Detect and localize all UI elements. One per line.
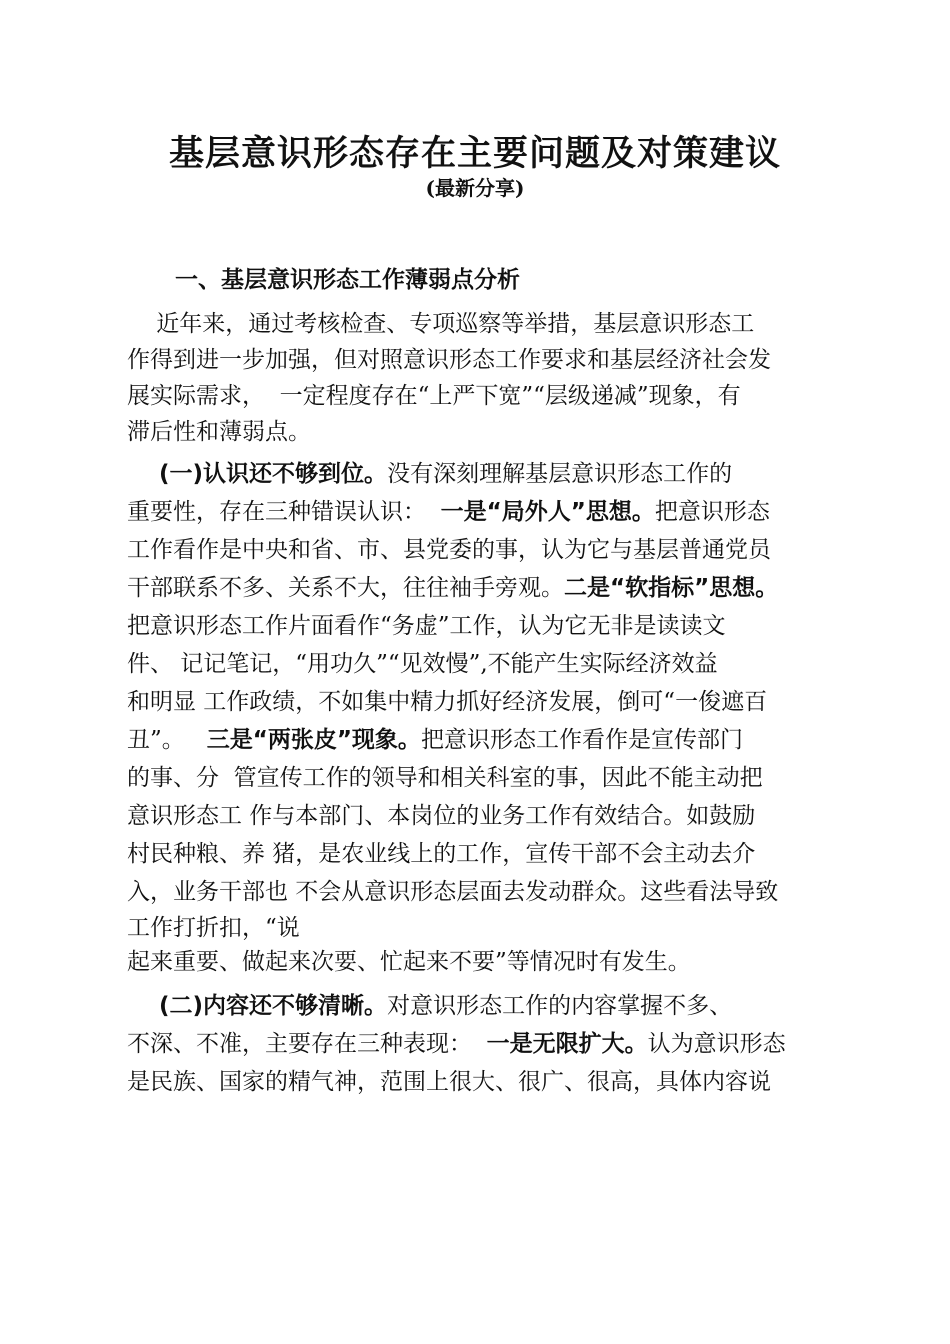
body-line [127, 494, 837, 530]
emphasis-bold: 一是无限扩大。 [486, 1031, 648, 1057]
body-text: 重要性，存在三种错误认识： [127, 499, 441, 525]
body-text: 对意识形态工作的内容掌握不多、 [387, 993, 733, 1019]
body-text: 认为意识形态 [647, 1031, 786, 1057]
subheading-bold: (一)认识还不够到位。 [127, 461, 388, 487]
section-heading: 一、基层意识形态工作薄弱点分析 [175, 267, 520, 293]
body-line: 村民种粮、养 猪，是农业线上的工作，宣传干部不会主动去介 [127, 841, 756, 867]
body-line: 把意识形态工作片面看作“务虚”工作，认为它无非是读读文 [127, 613, 726, 639]
body-text: 把意识形态 [654, 499, 770, 525]
body-line: 是民族、国家的精气神，范围上很大、很广、很高，具体内容说 [127, 1069, 771, 1095]
body-line [127, 570, 837, 606]
subheading-bold: (二)内容还不够清晰。 [127, 993, 388, 1019]
body-text: 不深、不准，主要存在三种表现： [127, 1031, 487, 1057]
emphasis-bold: 二是“软指标”思想。 [564, 575, 779, 601]
body-line [127, 988, 837, 1024]
document-subtitle: (最新分享) [425, 176, 525, 200]
body-line: 起来重要、做起来次要、忙起来不要”等情况时有发生。 [127, 949, 691, 975]
body-line: 展实际需求， 一定程度存在“上严下宽”“层级递减”现象，有 [127, 383, 741, 409]
body-line: 入，业务干部也 不会从意识形态层面去发动群众。这些看法导致 [127, 879, 779, 905]
document-title: 基层意识形态存在主要问题及对策建议 [168, 134, 781, 174]
body-text: 干部联系不多、关系不大，往往袖手旁观。 [127, 575, 564, 601]
body-line: 作得到进一步加强，但对照意识形态工作要求和基层经济社会发 [127, 347, 771, 373]
emphasis-bold: 一是“局外人”思想。 [440, 499, 655, 525]
body-text: 没有深刻理解基层意识形态工作的 [387, 461, 733, 487]
body-line [127, 456, 837, 492]
body-text: 丑”。 [127, 727, 207, 753]
emphasis-bold: 三是“两张皮”现象。 [206, 727, 421, 753]
body-line: 近年来，通过考核检查、专项巡察等举措，基层意识形态工 [127, 311, 755, 337]
body-line: 工作打折扣，“说 [127, 915, 300, 941]
body-line [127, 722, 837, 758]
body-line: 和明显 工作政绩，不如集中精力抓好经济发展，倒可“一俊遮百 [127, 689, 768, 715]
body-line: 意识形态工 作与本部门、本岗位的业务工作有效结合。如鼓励 [127, 803, 756, 829]
body-line: 件、 记记笔记，“用功久”“见效慢”,不能产生实际经济效益 [127, 651, 718, 677]
body-line: 的事、分 管宣传工作的领导和相关科室的事，因此不能主动把 [127, 765, 763, 791]
body-line: 工作看作是中央和省、市、县党委的事，认为它与基层普通党员 [127, 537, 771, 563]
body-line [127, 1026, 837, 1062]
body-text: 把意识形态工作看作是宣传部门 [420, 727, 743, 753]
body-line: 滞后性和薄弱点。 [127, 419, 311, 445]
